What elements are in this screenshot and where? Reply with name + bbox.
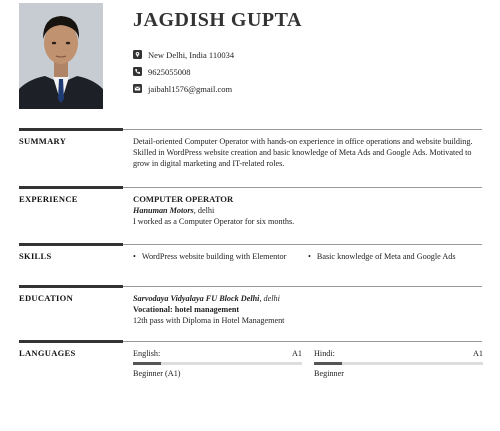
location-pin-icon bbox=[133, 50, 142, 59]
section-accent bbox=[19, 285, 123, 288]
language-item bbox=[133, 348, 302, 379]
job-company: Hanuman Motors bbox=[133, 206, 194, 215]
section-accent bbox=[19, 128, 123, 131]
job-title: COMPUTER OPERATOR bbox=[133, 194, 234, 204]
skill-item: • Basic knowledge of Meta and Google Ads bbox=[308, 252, 456, 261]
contact-list bbox=[133, 46, 234, 97]
language-bar bbox=[133, 362, 302, 365]
job-company-line bbox=[133, 205, 483, 216]
email-icon bbox=[133, 84, 142, 93]
education-body bbox=[133, 293, 483, 326]
contact-email bbox=[133, 80, 234, 97]
experience-body bbox=[133, 194, 483, 227]
education-field-line bbox=[133, 304, 483, 315]
language-code: A1 bbox=[472, 349, 483, 358]
languages-list bbox=[133, 348, 483, 379]
language-code: A1 bbox=[291, 349, 302, 358]
job-description: I worked as a Computer Operator for six months. bbox=[133, 217, 295, 226]
skills-list bbox=[133, 251, 483, 262]
summary-title: SUMMARY bbox=[19, 136, 67, 146]
education-field: : hotel management bbox=[170, 305, 240, 314]
contact-location bbox=[133, 46, 234, 63]
language-name: Hindi: bbox=[314, 349, 335, 358]
education-school: Sarvodaya Vidyalaya FU Block Delhi bbox=[133, 294, 260, 303]
skill-item: • WordPress website building with Elementor bbox=[133, 252, 287, 261]
language-level: Beginner bbox=[314, 369, 345, 378]
contact-location-text: New Delhi, India 110034 bbox=[148, 49, 235, 60]
language-name: English: bbox=[133, 349, 161, 358]
section-accent bbox=[19, 186, 123, 189]
education-title: EDUCATION bbox=[19, 293, 74, 303]
language-level: Beginner (A1) bbox=[133, 369, 181, 378]
candidate-name: JAGDISH GUPTA bbox=[133, 9, 302, 31]
language-item bbox=[314, 348, 483, 379]
education-school-line bbox=[133, 293, 483, 304]
experience-title: EXPERIENCE bbox=[19, 194, 78, 204]
summary-text: Detail-oriented Computer Operator with hands-on experience in office operations and website building. Skilled in WordPress website creation and basic knowledge of Meta Ads and Google Ads. Motivated to grow in digital marketing and IT-related roles. bbox=[133, 137, 473, 168]
profile-photo bbox=[19, 3, 103, 109]
contact-phone bbox=[133, 63, 234, 80]
language-bar-fill bbox=[133, 362, 161, 365]
language-bar-fill bbox=[314, 362, 342, 365]
languages-title: LANGUAGES bbox=[19, 348, 76, 358]
contact-phone-text: 9625055008 bbox=[148, 66, 191, 77]
section-accent bbox=[19, 340, 123, 343]
section-accent bbox=[19, 243, 123, 246]
contact-email-text: jaibahl1576@gmail.com bbox=[148, 83, 233, 94]
language-bar bbox=[314, 362, 483, 365]
education-location: , delhi bbox=[259, 294, 280, 303]
education-field-label: Vocational bbox=[133, 305, 170, 314]
skills-title: SKILLS bbox=[19, 251, 52, 261]
job-location: , delhi bbox=[193, 206, 215, 215]
phone-icon bbox=[133, 67, 142, 76]
education-description: 12th pass with Diploma in Hotel Management bbox=[133, 316, 285, 325]
